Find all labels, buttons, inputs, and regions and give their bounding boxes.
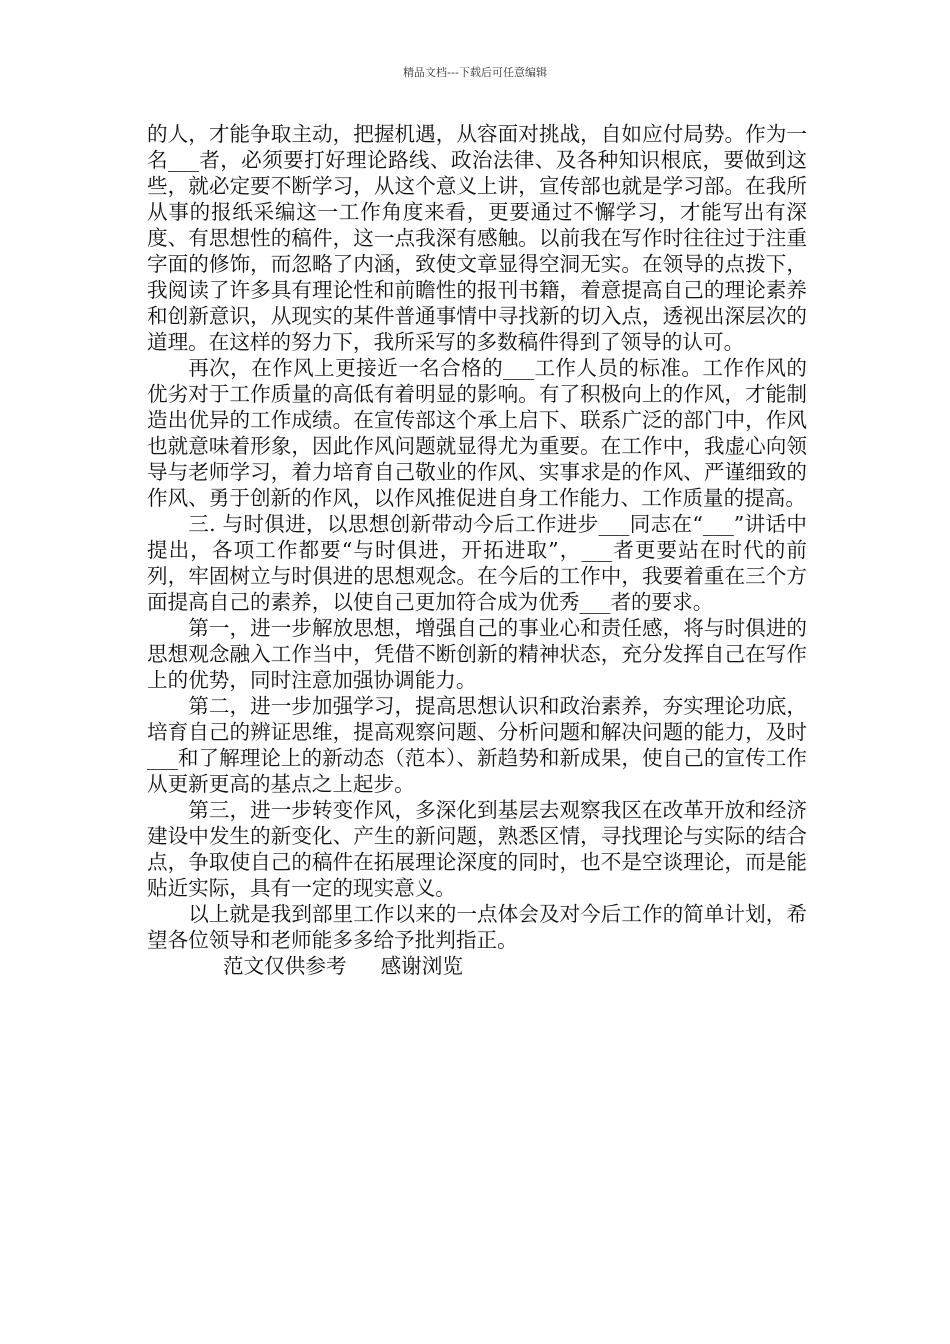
footer-note-left: 范文仅供参考	[223, 954, 347, 978]
footer-note-right: 感谢浏览	[380, 954, 463, 978]
paragraph-5: 第二，进一步加强学习，提高思想认识和政治素养，夯实理论功底，培育自己的辨证思维，提高观察问题、分析问题和解决问题的能力，及时___和了解理论上的新动态（范本）、新趋势和新成果，使自己的宣传工作从更新更高的基点之上起步。	[147, 694, 807, 796]
paragraph-6: 第三，进一步转变作风，多深化到基层去观察我区在改革开放和经济建设中发生的新变化、产生的新问题，熟悉区情，寻找理论与实际的结合点，争取使自己的稿件在拓展理论深度的同时，也不是空谈理论，而是能贴近实际，具有一定的现实意义。	[147, 798, 807, 900]
document-body	[147, 121, 807, 979]
paragraph-4: 第一，进一步解放思想，增强自己的事业心和责任感，将与时俱进的思想观念融入工作当中，凭借不断创新的精神状态，充分发挥自己在写作上的优势，同时注意加强协调能力。	[147, 616, 807, 692]
footer-note	[147, 953, 807, 979]
paragraph-7: 以上就是我到部里工作以来的一点体会及对今后工作的简单计划，希望各位领导和老师能多多给予批判指正。	[147, 902, 807, 952]
paragraph-3: 三. 与时俱进，以思想创新带动今后工作进步___同志在“___”讲话中提出，各项工作都要“与时俱进，开拓进取”，___者更要站在时代的前列，牢固树立与时俱进的思想观念。在今后的工作中，我要着重在三个方面提高自己的素养，以使自己更加符合成为优秀___者的要求。	[147, 512, 807, 614]
paragraph-1: 的人，才能争取主动，把握机遇，从容面对挑战，自如应付局势。作为一名___者，必须要打好理论路线、政治法律、及各种知识根底，要做到这些，就必定要不断学习，从这个意义上讲，宣传部也就是学习部。在我所从事的报纸采编这一工作角度来看，更要通过不懈学习，才能写出有深度、有思想性的稿件，这一点我深有感触。以前我在写作时往往过于注重字面的修饰，而忽略了内涵，致使文章显得空洞无实。在领导的点拨下，我阅读了许多具有理论性和前瞻性的报刊书籍，着意提高自己的理论素养和创新意识，从现实的某件普通事情中寻找新的切入点，透视出深层次的道理。在这样的努力下，我所采写的多数稿件得到了领导的认可。	[147, 122, 807, 354]
paragraph-2: 再次，在作风上更接近一名合格的___工作人员的标准。工作作风的优劣对于工作质量的高低有着明显的影响。有了积极向上的作风，才能制造出优异的工作成绩。在宣传部这个承上启下、联系广泛的部门中，作风也就意味着形象，因此作风问题就显得尤为重要。在工作中，我虚心向领导与老师学习，着力培育自己敬业的作风、实事求是的作风、严谨细致的作风、勇于创新的作风，以作风推促进自身工作能力、工作质量的提高。	[147, 356, 807, 510]
page-header: 精品文档---下载后可任意编辑	[403, 66, 547, 79]
